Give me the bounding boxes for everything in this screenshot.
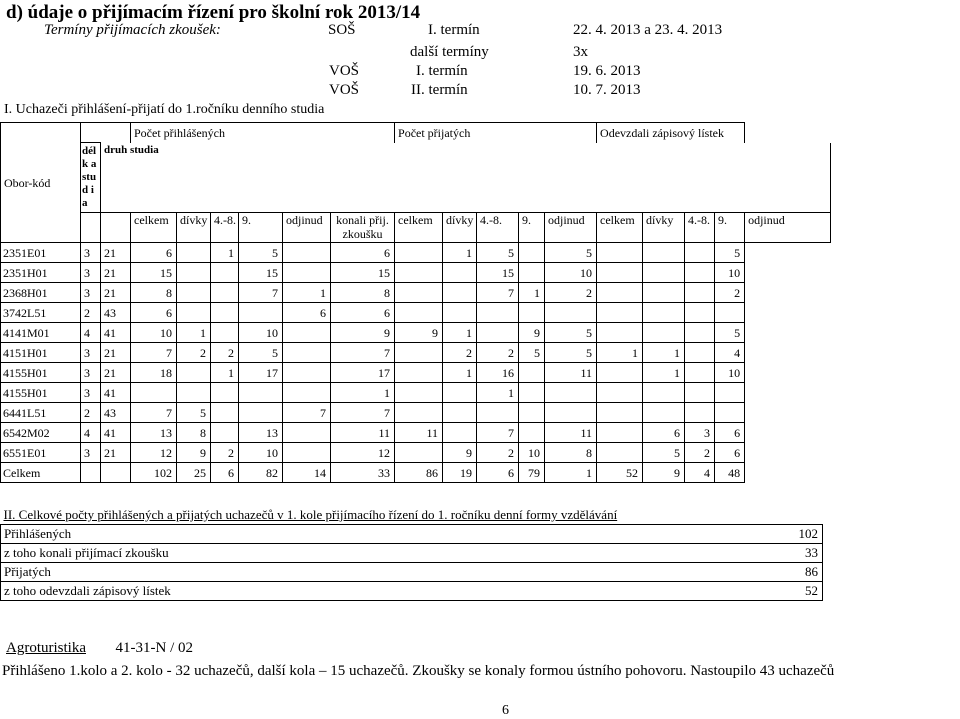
value-cell — [519, 243, 545, 263]
term-date: 19. 6. 2013 — [573, 63, 641, 79]
obor-kod-header: Obor-kód — [1, 123, 81, 243]
term-name: další termíny — [410, 44, 489, 60]
value-cell — [685, 343, 715, 363]
value-cell — [395, 303, 443, 323]
value-cell — [685, 303, 715, 323]
value-cell — [395, 243, 443, 263]
value-cell — [519, 403, 545, 423]
value-cell: 10 — [239, 323, 283, 343]
value-cell: 1 — [331, 383, 395, 403]
value-cell: 7 — [239, 283, 283, 303]
value-cell: 11 — [545, 363, 597, 383]
value-cell — [685, 363, 715, 383]
group-header-prijatych: Počet přijatých — [395, 123, 597, 143]
obor-code-cell: 6551E01 — [1, 443, 81, 463]
druh-cell: 41 — [101, 383, 131, 403]
value-cell — [519, 363, 545, 383]
value-cell — [283, 323, 331, 343]
value-cell: 7 — [331, 343, 395, 363]
druh-cell: 43 — [101, 303, 131, 323]
obor-code-cell: 3742L51 — [1, 303, 81, 323]
group-header-zapisovy: Odevzdali zápisový lístek — [597, 123, 745, 143]
value-cell: 5 — [545, 343, 597, 363]
summary-row — [1, 582, 823, 601]
obor-code-cell: 4141M01 — [1, 323, 81, 343]
table-row — [1, 343, 831, 363]
section1-title: I. Uchazeči přihlášení-přijatí do 1.ročníku denního studia — [4, 102, 325, 117]
delka-cell: 4 — [81, 323, 101, 343]
page-heading: d) údaje o přijímacím řízení pro školní rok 2013/14 — [6, 2, 421, 23]
value-cell — [715, 383, 745, 403]
value-cell — [597, 383, 643, 403]
value-cell — [283, 383, 331, 403]
value-cell: 1 — [643, 363, 685, 383]
value-cell — [211, 383, 239, 403]
value-cell: 9 — [643, 463, 685, 483]
value-cell — [211, 423, 239, 443]
term-school: SOŠ — [328, 22, 356, 38]
value-cell: 8 — [131, 283, 177, 303]
sub-header: odjinud — [745, 213, 831, 243]
sub-header: 4.-8. — [685, 213, 715, 243]
value-cell: 15 — [477, 263, 519, 283]
value-cell: 11 — [331, 423, 395, 443]
value-cell: 11 — [395, 423, 443, 443]
value-cell — [283, 343, 331, 363]
value-cell: 1 — [283, 283, 331, 303]
value-cell: 15 — [239, 263, 283, 283]
value-cell — [519, 423, 545, 443]
value-cell: 3 — [685, 423, 715, 443]
sub-header: 4.-8. — [211, 213, 239, 243]
value-cell: 79 — [519, 463, 545, 483]
summary-label: z toho odevzdali zápisový lístek — [1, 582, 776, 601]
value-cell — [519, 303, 545, 323]
delka-cell: 3 — [81, 443, 101, 463]
value-cell: 2 — [685, 443, 715, 463]
value-cell: 10 — [715, 363, 745, 383]
sub-header: dívky — [643, 213, 685, 243]
value-cell: 6 — [211, 463, 239, 483]
value-cell: 9 — [331, 323, 395, 343]
value-cell: 1 — [597, 343, 643, 363]
value-cell: 7 — [283, 403, 331, 423]
value-cell: 16 — [477, 363, 519, 383]
value-cell — [685, 403, 715, 423]
term-date: 22. 4. 2013 a 23. 4. 2013 — [573, 22, 723, 38]
value-cell — [177, 243, 211, 263]
value-cell — [283, 443, 331, 463]
value-cell — [597, 443, 643, 463]
obor-code-cell: 4155H01 — [1, 383, 81, 403]
value-cell — [283, 243, 331, 263]
value-cell: 52 — [597, 463, 643, 483]
value-cell — [395, 403, 443, 423]
value-cell: 25 — [177, 463, 211, 483]
value-cell — [443, 303, 477, 323]
value-cell: 10 — [239, 443, 283, 463]
value-cell: 1 — [519, 283, 545, 303]
obor-code-cell: 4155H01 — [1, 363, 81, 383]
value-cell: 82 — [239, 463, 283, 483]
obor-code-cell: 4151H01 — [1, 343, 81, 363]
blank-cell — [81, 213, 101, 243]
value-cell: 4 — [715, 343, 745, 363]
value-cell — [597, 423, 643, 443]
value-cell: 6 — [131, 243, 177, 263]
value-cell — [177, 363, 211, 383]
value-cell — [177, 383, 211, 403]
table-row — [1, 383, 831, 403]
value-cell: 6 — [477, 463, 519, 483]
value-cell — [283, 363, 331, 383]
value-cell: 8 — [331, 283, 395, 303]
druh-cell: 41 — [101, 323, 131, 343]
agro-name: Agroturistika — [6, 640, 86, 656]
summary-label: z toho konali přijímací zkoušku — [1, 544, 776, 563]
delka-cell: 2 — [81, 303, 101, 323]
summary-value: 33 — [775, 544, 823, 563]
value-cell: 5 — [477, 243, 519, 263]
agro-line — [6, 640, 193, 657]
term-date: 3x — [573, 44, 588, 60]
value-cell: 86 — [395, 463, 443, 483]
agro-code: 41-31-N / 02 — [115, 640, 193, 656]
total-row — [1, 463, 831, 483]
value-cell: 8 — [545, 443, 597, 463]
term-name: I. termín — [416, 63, 468, 79]
summary-value: 102 — [775, 525, 823, 544]
sub-header: celkem — [597, 213, 643, 243]
value-cell — [395, 383, 443, 403]
value-cell — [131, 383, 177, 403]
value-cell: 12 — [331, 443, 395, 463]
value-cell: 17 — [239, 363, 283, 383]
obor-code-cell: 2368H01 — [1, 283, 81, 303]
value-cell: 5 — [715, 323, 745, 343]
sub-header: 9. — [519, 213, 545, 243]
value-cell: 1 — [477, 383, 519, 403]
value-cell — [477, 403, 519, 423]
delka-cell: 3 — [81, 363, 101, 383]
value-cell: 8 — [177, 423, 211, 443]
value-cell: 2 — [177, 343, 211, 363]
value-cell: 1 — [643, 343, 685, 363]
value-cell: 4 — [685, 463, 715, 483]
delka-cell: 2 — [81, 403, 101, 423]
prihlaseno-text: Přihlášeno 1.kolo a 2. kolo - 32 uchazečů, další kola – 15 uchazečů. Zkoušky se konaly formou ústního pohovoru. Nastoupilo 43 uchazečů — [2, 663, 835, 679]
value-cell — [211, 403, 239, 423]
value-cell: 6 — [643, 423, 685, 443]
blank-cell — [101, 213, 131, 243]
value-cell — [643, 383, 685, 403]
sub-header: konali přij. zkoušku — [331, 213, 395, 243]
value-cell — [685, 243, 715, 263]
value-cell: 10 — [131, 323, 177, 343]
value-cell: 12 — [131, 443, 177, 463]
value-cell — [211, 323, 239, 343]
delka-cell: 3 — [81, 283, 101, 303]
value-cell: 7 — [477, 423, 519, 443]
value-cell — [643, 283, 685, 303]
summary-table — [0, 506, 823, 601]
obor-code-cell: 6441L51 — [1, 403, 81, 423]
value-cell — [597, 243, 643, 263]
value-cell: 1 — [443, 363, 477, 383]
sub-header: odjinud — [283, 213, 331, 243]
value-cell — [545, 303, 597, 323]
druh-header: druh studia — [101, 143, 745, 213]
value-cell: 7 — [131, 343, 177, 363]
admissions-table — [0, 122, 831, 483]
value-cell — [211, 283, 239, 303]
value-cell: 9 — [519, 323, 545, 343]
value-cell: 6 — [283, 303, 331, 323]
delka-cell: 3 — [81, 343, 101, 363]
value-cell: 19 — [443, 463, 477, 483]
value-cell — [545, 383, 597, 403]
value-cell — [283, 423, 331, 443]
delka-cell: 3 — [81, 263, 101, 283]
druh-cell — [101, 463, 131, 483]
value-cell — [177, 263, 211, 283]
value-cell — [685, 323, 715, 343]
value-cell — [643, 263, 685, 283]
value-cell: 1 — [211, 243, 239, 263]
value-cell — [643, 303, 685, 323]
delka-cell: 3 — [81, 243, 101, 263]
value-cell — [519, 263, 545, 283]
value-cell: 2 — [211, 343, 239, 363]
value-cell: 6 — [715, 443, 745, 463]
druh-cell: 43 — [101, 403, 131, 423]
value-cell: 17 — [331, 363, 395, 383]
value-cell: 5 — [715, 243, 745, 263]
value-cell — [685, 263, 715, 283]
value-cell: 10 — [519, 443, 545, 463]
value-cell: 1 — [443, 243, 477, 263]
table-row — [1, 423, 831, 443]
obor-code-cell: 6542M02 — [1, 423, 81, 443]
value-cell: 2 — [715, 283, 745, 303]
value-cell — [597, 363, 643, 383]
value-cell: 6 — [715, 423, 745, 443]
value-cell — [643, 243, 685, 263]
value-cell — [395, 263, 443, 283]
sub-header: odjinud — [545, 213, 597, 243]
value-cell — [643, 403, 685, 423]
value-cell — [597, 403, 643, 423]
delka-cell — [81, 463, 101, 483]
value-cell — [715, 403, 745, 423]
value-cell: 2 — [545, 283, 597, 303]
value-cell: 2 — [211, 443, 239, 463]
value-cell: 6 — [131, 303, 177, 323]
table-row — [1, 363, 831, 383]
obor-code-cell: Celkem — [1, 463, 81, 483]
value-cell: 11 — [545, 423, 597, 443]
term-school: VOŠ — [329, 63, 360, 79]
value-cell: 15 — [131, 263, 177, 283]
value-cell — [597, 323, 643, 343]
value-cell — [443, 423, 477, 443]
value-cell: 9 — [395, 323, 443, 343]
delka-header: délk a stud ia — [81, 143, 101, 213]
value-cell — [177, 283, 211, 303]
section2-title: II. Celkové počty přihlášených a přijatých uchazečů v 1. kole přijímacího řízení do 1. ročníku denní formy vzdělávání — [1, 506, 823, 525]
value-cell: 1 — [211, 363, 239, 383]
page-number: 6 — [502, 703, 509, 718]
druh-cell: 41 — [101, 423, 131, 443]
value-cell — [597, 303, 643, 323]
value-cell — [211, 303, 239, 323]
value-cell: 33 — [331, 463, 395, 483]
value-cell: 102 — [131, 463, 177, 483]
value-cell — [443, 403, 477, 423]
sub-header: 9. — [239, 213, 283, 243]
value-cell: 1 — [545, 463, 597, 483]
value-cell: 2 — [477, 443, 519, 463]
value-cell: 6 — [331, 303, 395, 323]
value-cell — [395, 283, 443, 303]
value-cell: 13 — [239, 423, 283, 443]
value-cell: 1 — [443, 323, 477, 343]
druh-cell: 21 — [101, 243, 131, 263]
table-row — [1, 303, 831, 323]
druh-cell: 21 — [101, 283, 131, 303]
druh-cell: 21 — [101, 263, 131, 283]
value-cell: 5 — [545, 323, 597, 343]
value-cell: 14 — [283, 463, 331, 483]
summary-value: 52 — [775, 582, 823, 601]
druh-cell: 21 — [101, 343, 131, 363]
summary-label: Přijatých — [1, 563, 776, 582]
value-cell: 5 — [239, 243, 283, 263]
sub-header: 9. — [715, 213, 745, 243]
value-cell — [395, 443, 443, 463]
value-cell — [177, 303, 211, 323]
value-cell: 15 — [331, 263, 395, 283]
value-cell — [597, 263, 643, 283]
value-cell: 9 — [177, 443, 211, 463]
value-cell — [239, 383, 283, 403]
value-cell — [715, 303, 745, 323]
table-row — [1, 263, 831, 283]
value-cell: 7 — [131, 403, 177, 423]
summary-row — [1, 563, 823, 582]
delka-cell: 4 — [81, 423, 101, 443]
value-cell: 1 — [177, 323, 211, 343]
value-cell — [685, 283, 715, 303]
table-row — [1, 283, 831, 303]
terms-label: Termíny přijímacích zkoušek: — [44, 22, 221, 38]
term-name: II. termín — [411, 82, 468, 98]
value-cell — [395, 363, 443, 383]
value-cell: 5 — [643, 443, 685, 463]
summary-label: Přihlášených — [1, 525, 776, 544]
value-cell — [443, 263, 477, 283]
value-cell — [239, 303, 283, 323]
value-cell — [597, 283, 643, 303]
sub-header: dívky — [443, 213, 477, 243]
table-row — [1, 243, 831, 263]
blank-cell — [745, 143, 831, 213]
value-cell: 6 — [331, 243, 395, 263]
value-cell: 48 — [715, 463, 745, 483]
value-cell: 7 — [477, 283, 519, 303]
sub-header: celkem — [395, 213, 443, 243]
value-cell — [211, 263, 239, 283]
sub-header: dívky — [177, 213, 211, 243]
value-cell — [443, 383, 477, 403]
value-cell: 5 — [519, 343, 545, 363]
term-school: VOŠ — [329, 82, 360, 98]
value-cell — [519, 383, 545, 403]
value-cell — [643, 323, 685, 343]
value-cell: 5 — [177, 403, 211, 423]
value-cell — [477, 323, 519, 343]
druh-cell: 21 — [101, 363, 131, 383]
value-cell — [283, 263, 331, 283]
value-cell — [239, 403, 283, 423]
term-date: 10. 7. 2013 — [573, 82, 641, 98]
value-cell — [443, 283, 477, 303]
value-cell — [477, 303, 519, 323]
term-name: I. termín — [428, 22, 480, 38]
summary-row — [1, 525, 823, 544]
value-cell: 5 — [239, 343, 283, 363]
table-row — [1, 403, 831, 423]
value-cell: 10 — [715, 263, 745, 283]
value-cell: 18 — [131, 363, 177, 383]
value-cell — [685, 383, 715, 403]
value-cell: 13 — [131, 423, 177, 443]
value-cell — [395, 343, 443, 363]
table-row — [1, 443, 831, 463]
table-row — [1, 323, 831, 343]
sub-header: 4.-8. — [477, 213, 519, 243]
obor-code-cell: 2351H01 — [1, 263, 81, 283]
delka-cell: 3 — [81, 383, 101, 403]
value-cell: 7 — [331, 403, 395, 423]
group-header-prihlasenych: Počet přihlášených — [131, 123, 395, 143]
value-cell: 10 — [545, 263, 597, 283]
value-cell: 2 — [443, 343, 477, 363]
druh-cell: 21 — [101, 443, 131, 463]
value-cell: 2 — [477, 343, 519, 363]
value-cell: 9 — [443, 443, 477, 463]
summary-row — [1, 544, 823, 563]
value-cell: 5 — [545, 243, 597, 263]
obor-code-cell: 2351E01 — [1, 243, 81, 263]
sub-header: celkem — [131, 213, 177, 243]
summary-value: 86 — [775, 563, 823, 582]
blank-cell — [81, 123, 131, 143]
value-cell — [545, 403, 597, 423]
